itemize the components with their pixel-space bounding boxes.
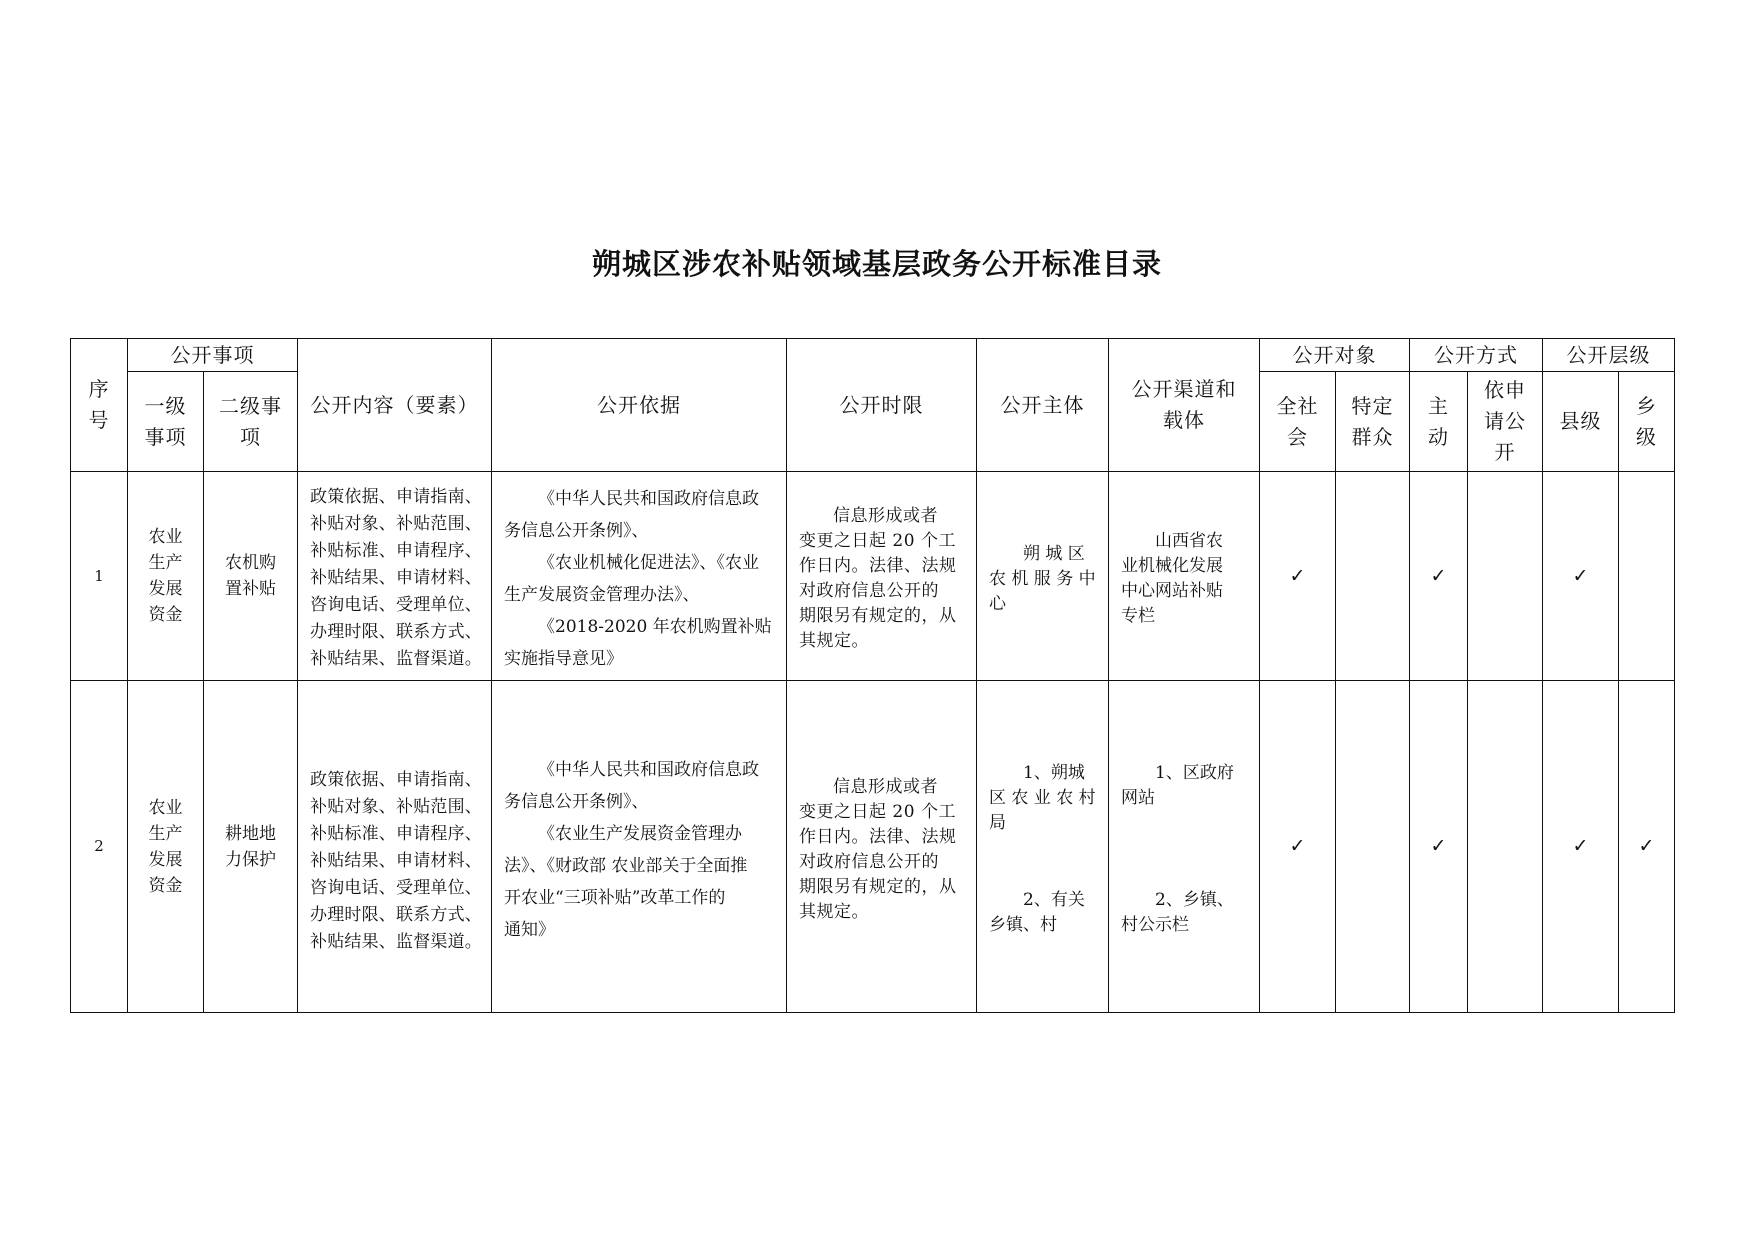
row-time-limit: 信息形成或者 变更之日起 20 个工 作日内。法律、法规 对政府信息公开的 期限另有规定的，从 其规定。	[787, 472, 977, 681]
row-content: 政策依据、申请指南、 补贴对象、补贴范围、 补贴标准、申请程序、 补贴结果、申请材料、 咨询电话、受理单位、 办理时限、联系方式、 补贴结果、监督渠道。	[298, 681, 492, 1013]
row-level1: 农业 生产 发展 资金	[128, 681, 204, 1013]
check-method-request	[1468, 472, 1543, 681]
check-level-town: ✓	[1619, 681, 1675, 1013]
header-target-all: 全社 会	[1260, 372, 1336, 472]
header-level-county: 县级	[1543, 372, 1619, 472]
header-time-limit: 公开时限	[787, 339, 977, 472]
check-level-town	[1619, 472, 1675, 681]
row-channel: 山西省农 业机械化发展 中心网站补贴 专栏	[1109, 472, 1260, 681]
check-target-specific	[1336, 472, 1410, 681]
header-channel: 公开渠道和 载体	[1109, 339, 1260, 472]
check-target-specific	[1336, 681, 1410, 1013]
catalog-table	[70, 338, 1675, 1013]
header-level-group: 公开层级	[1543, 339, 1675, 372]
header-method-request: 依申 请公 开	[1468, 372, 1543, 472]
header-level2: 二级事 项	[204, 372, 298, 472]
row-level2: 农机购 置补贴	[204, 472, 298, 681]
header-subject: 公开主体	[977, 339, 1109, 472]
header-target-group: 公开对象	[1260, 339, 1410, 372]
table-row	[71, 472, 1675, 681]
row-level1: 农业 生产 发展 资金	[128, 472, 204, 681]
row-basis: 《中华人民共和国政府信息政 务信息公开条例》、 《农业机械化促进法》、《农业 生产发展资金管理办法》、 《2018-2020 年农机购置补贴 实施指导意见》	[492, 472, 787, 681]
check-level-county: ✓	[1543, 681, 1619, 1013]
row-content: 政策依据、申请指南、 补贴对象、补贴范围、 补贴标准、申请程序、 补贴结果、申请材料、 咨询电话、受理单位、 办理时限、联系方式、 补贴结果、监督渠道。	[298, 472, 492, 681]
header-method-active: 主 动	[1410, 372, 1468, 472]
row-subject: 朔 城 区 农 机 服 务 中 心	[977, 472, 1109, 681]
header-row-top	[71, 339, 1675, 372]
header-level-town: 乡 级	[1619, 372, 1675, 472]
check-method-active: ✓	[1410, 472, 1468, 681]
check-target-all: ✓	[1260, 681, 1336, 1013]
header-method-group: 公开方式	[1410, 339, 1543, 372]
check-method-request	[1468, 681, 1543, 1013]
header-level1: 一级 事项	[128, 372, 204, 472]
table-row	[71, 681, 1675, 1013]
header-items-group: 公开事项	[128, 339, 298, 372]
check-method-active: ✓	[1410, 681, 1468, 1013]
row-seq: 2	[71, 681, 128, 1013]
header-content: 公开内容（要素）	[298, 339, 492, 472]
header-target-specific: 特定 群众	[1336, 372, 1410, 472]
page-title: 朔城区涉农补贴领域基层政务公开标准目录	[591, 247, 1162, 281]
row-basis: 《中华人民共和国政府信息政 务信息公开条例》、 《农业生产发展资金管理办 法》、《财政部 农业部关于全面推 开农业“三项补贴”改革工作的 通知》	[492, 681, 787, 1013]
check-level-county: ✓	[1543, 472, 1619, 681]
row-time-limit: 信息形成或者 变更之日起 20 个工 作日内。法律、法规 对政府信息公开的 期限另有规定的，从 其规定。	[787, 681, 977, 1013]
row-subject: 1、朔城 区 农 业 农 村 局 2、有关 乡镇、村	[977, 681, 1109, 1013]
row-seq: 1	[71, 472, 128, 681]
row-channel: 1、区政府 网站 2、乡镇、 村公示栏	[1109, 681, 1260, 1013]
check-target-all: ✓	[1260, 472, 1336, 681]
header-basis: 公开依据	[492, 339, 787, 472]
header-seq: 序 号	[71, 339, 128, 472]
row-level2: 耕地地 力保护	[204, 681, 298, 1013]
